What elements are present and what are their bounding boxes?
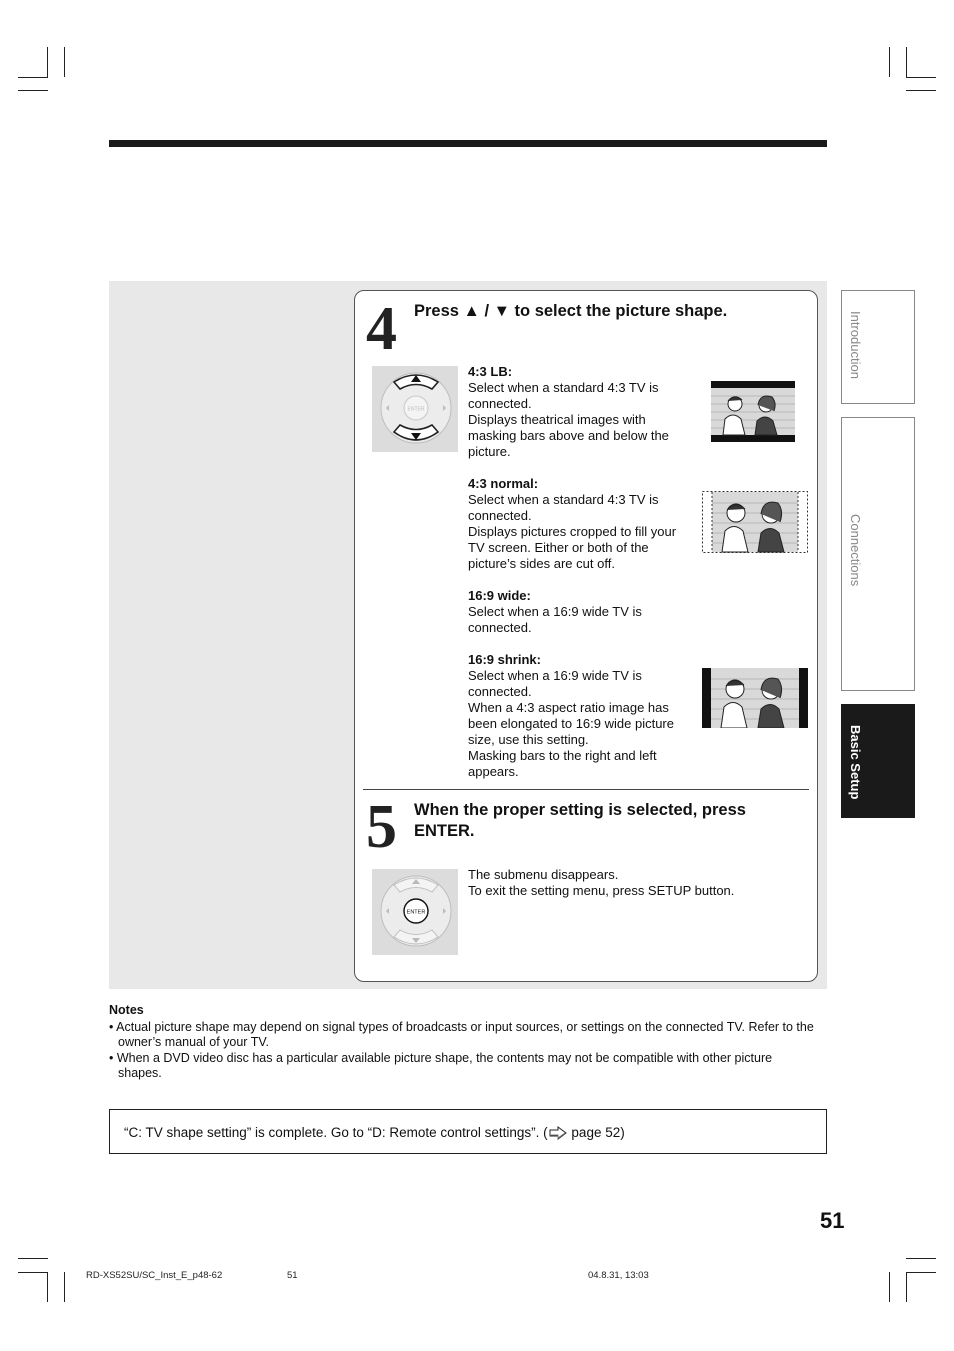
option-4-3-normal bbox=[468, 476, 690, 572]
step-4-number: 4 bbox=[366, 295, 397, 363]
tab-label: Introduction bbox=[848, 311, 863, 379]
completion-box bbox=[109, 1109, 827, 1154]
remote-enter-illustration bbox=[372, 869, 458, 955]
crop-mark bbox=[64, 47, 65, 77]
crop-mark bbox=[18, 77, 48, 78]
step-4-title: Press ▲ / ▼ to select the picture shape. bbox=[414, 302, 728, 320]
footer-page: 51 bbox=[287, 1270, 298, 1281]
tab-connections[interactable] bbox=[841, 417, 915, 691]
crop-mark bbox=[889, 1272, 890, 1302]
header-rule bbox=[109, 140, 827, 147]
crop-mark bbox=[906, 1272, 936, 1273]
crop-mark bbox=[18, 1272, 48, 1273]
crop-mark bbox=[47, 1272, 48, 1302]
footer-timestamp: 04.8.31, 13:03 bbox=[588, 1270, 649, 1281]
step-5-description: The submenu disappears. To exit the setting menu, press SETUP button. bbox=[468, 867, 735, 898]
crop-mark bbox=[18, 1258, 48, 1259]
enter-button-label: ENTER bbox=[407, 406, 425, 413]
option-name: 16:9 wide: bbox=[468, 588, 531, 603]
option-16-9-wide bbox=[468, 588, 690, 636]
step-5-number: 5 bbox=[366, 793, 397, 861]
option-description: Select when a 16:9 wide TV is connected. bbox=[468, 604, 642, 635]
option-4-3-lb bbox=[468, 364, 690, 460]
notes-title: Notes bbox=[109, 1003, 144, 1017]
option-16-9-shrink bbox=[468, 652, 690, 780]
note-item: • Actual picture shape may depend on signal types of broadcasts or input sources, or settings on the connected TV. Refer to the owner’s manual of your TV. bbox=[109, 1019, 814, 1049]
tab-basic-setup[interactable] bbox=[841, 704, 915, 818]
step-divider bbox=[363, 789, 809, 790]
pan-scan-picture-icon bbox=[702, 491, 808, 553]
notes-section bbox=[109, 1003, 819, 1082]
option-name: 4:3 normal: bbox=[468, 476, 539, 491]
note-item: • When a DVD video disc has a particular available picture shape, the contents may not be compatible with other picture shapes. bbox=[109, 1050, 773, 1080]
option-description: Select when a standard 4:3 TV is connected. Displays theatrical images with masking bars above and below the picture. bbox=[468, 380, 669, 459]
footer-file: RD-XS52SU/SC_Inst_E_p48-62 bbox=[86, 1270, 223, 1281]
tab-introduction[interactable] bbox=[841, 290, 915, 404]
crop-mark bbox=[64, 1272, 65, 1302]
shrink-picture-icon bbox=[702, 668, 808, 728]
completion-text bbox=[124, 1125, 625, 1143]
option-description: Select when a standard 4:3 TV is connected. Displays pictures cropped to fill your TV screen. Either or both of the picture’s sides are cut off. bbox=[468, 492, 677, 571]
crop-mark bbox=[906, 77, 936, 78]
tab-label: Basic Setup bbox=[848, 725, 863, 800]
page-number: 51 bbox=[820, 1208, 845, 1233]
completion-text-after: page 52) bbox=[567, 1125, 625, 1140]
crop-mark bbox=[47, 47, 48, 77]
step-5-title: When the proper setting is selected, press ENTER. bbox=[414, 801, 746, 840]
completion-text-before: “C: TV shape setting” is complete. Go to “D: Remote control settings”. ( bbox=[124, 1125, 548, 1140]
crop-mark bbox=[18, 90, 48, 91]
remote-up-down-illustration bbox=[372, 366, 458, 452]
crop-mark bbox=[906, 90, 936, 91]
crop-mark bbox=[889, 47, 890, 77]
option-name: 4:3 LB: bbox=[468, 364, 513, 379]
tab-label: Connections bbox=[848, 514, 863, 587]
letterbox-picture-icon bbox=[711, 381, 795, 442]
enter-button-label: ENTER bbox=[406, 909, 426, 916]
crop-mark bbox=[906, 1258, 936, 1259]
option-name: 16:9 shrink: bbox=[468, 652, 541, 667]
crop-mark bbox=[906, 47, 907, 77]
option-description: Select when a 16:9 wide TV is connected. When a 4:3 aspect ratio image has been elongated to 16:9 wide picture size, use this setting. Masking bars to the right and left appears. bbox=[468, 668, 674, 779]
crop-mark bbox=[906, 1272, 907, 1302]
arrow-right-icon bbox=[549, 1126, 567, 1143]
